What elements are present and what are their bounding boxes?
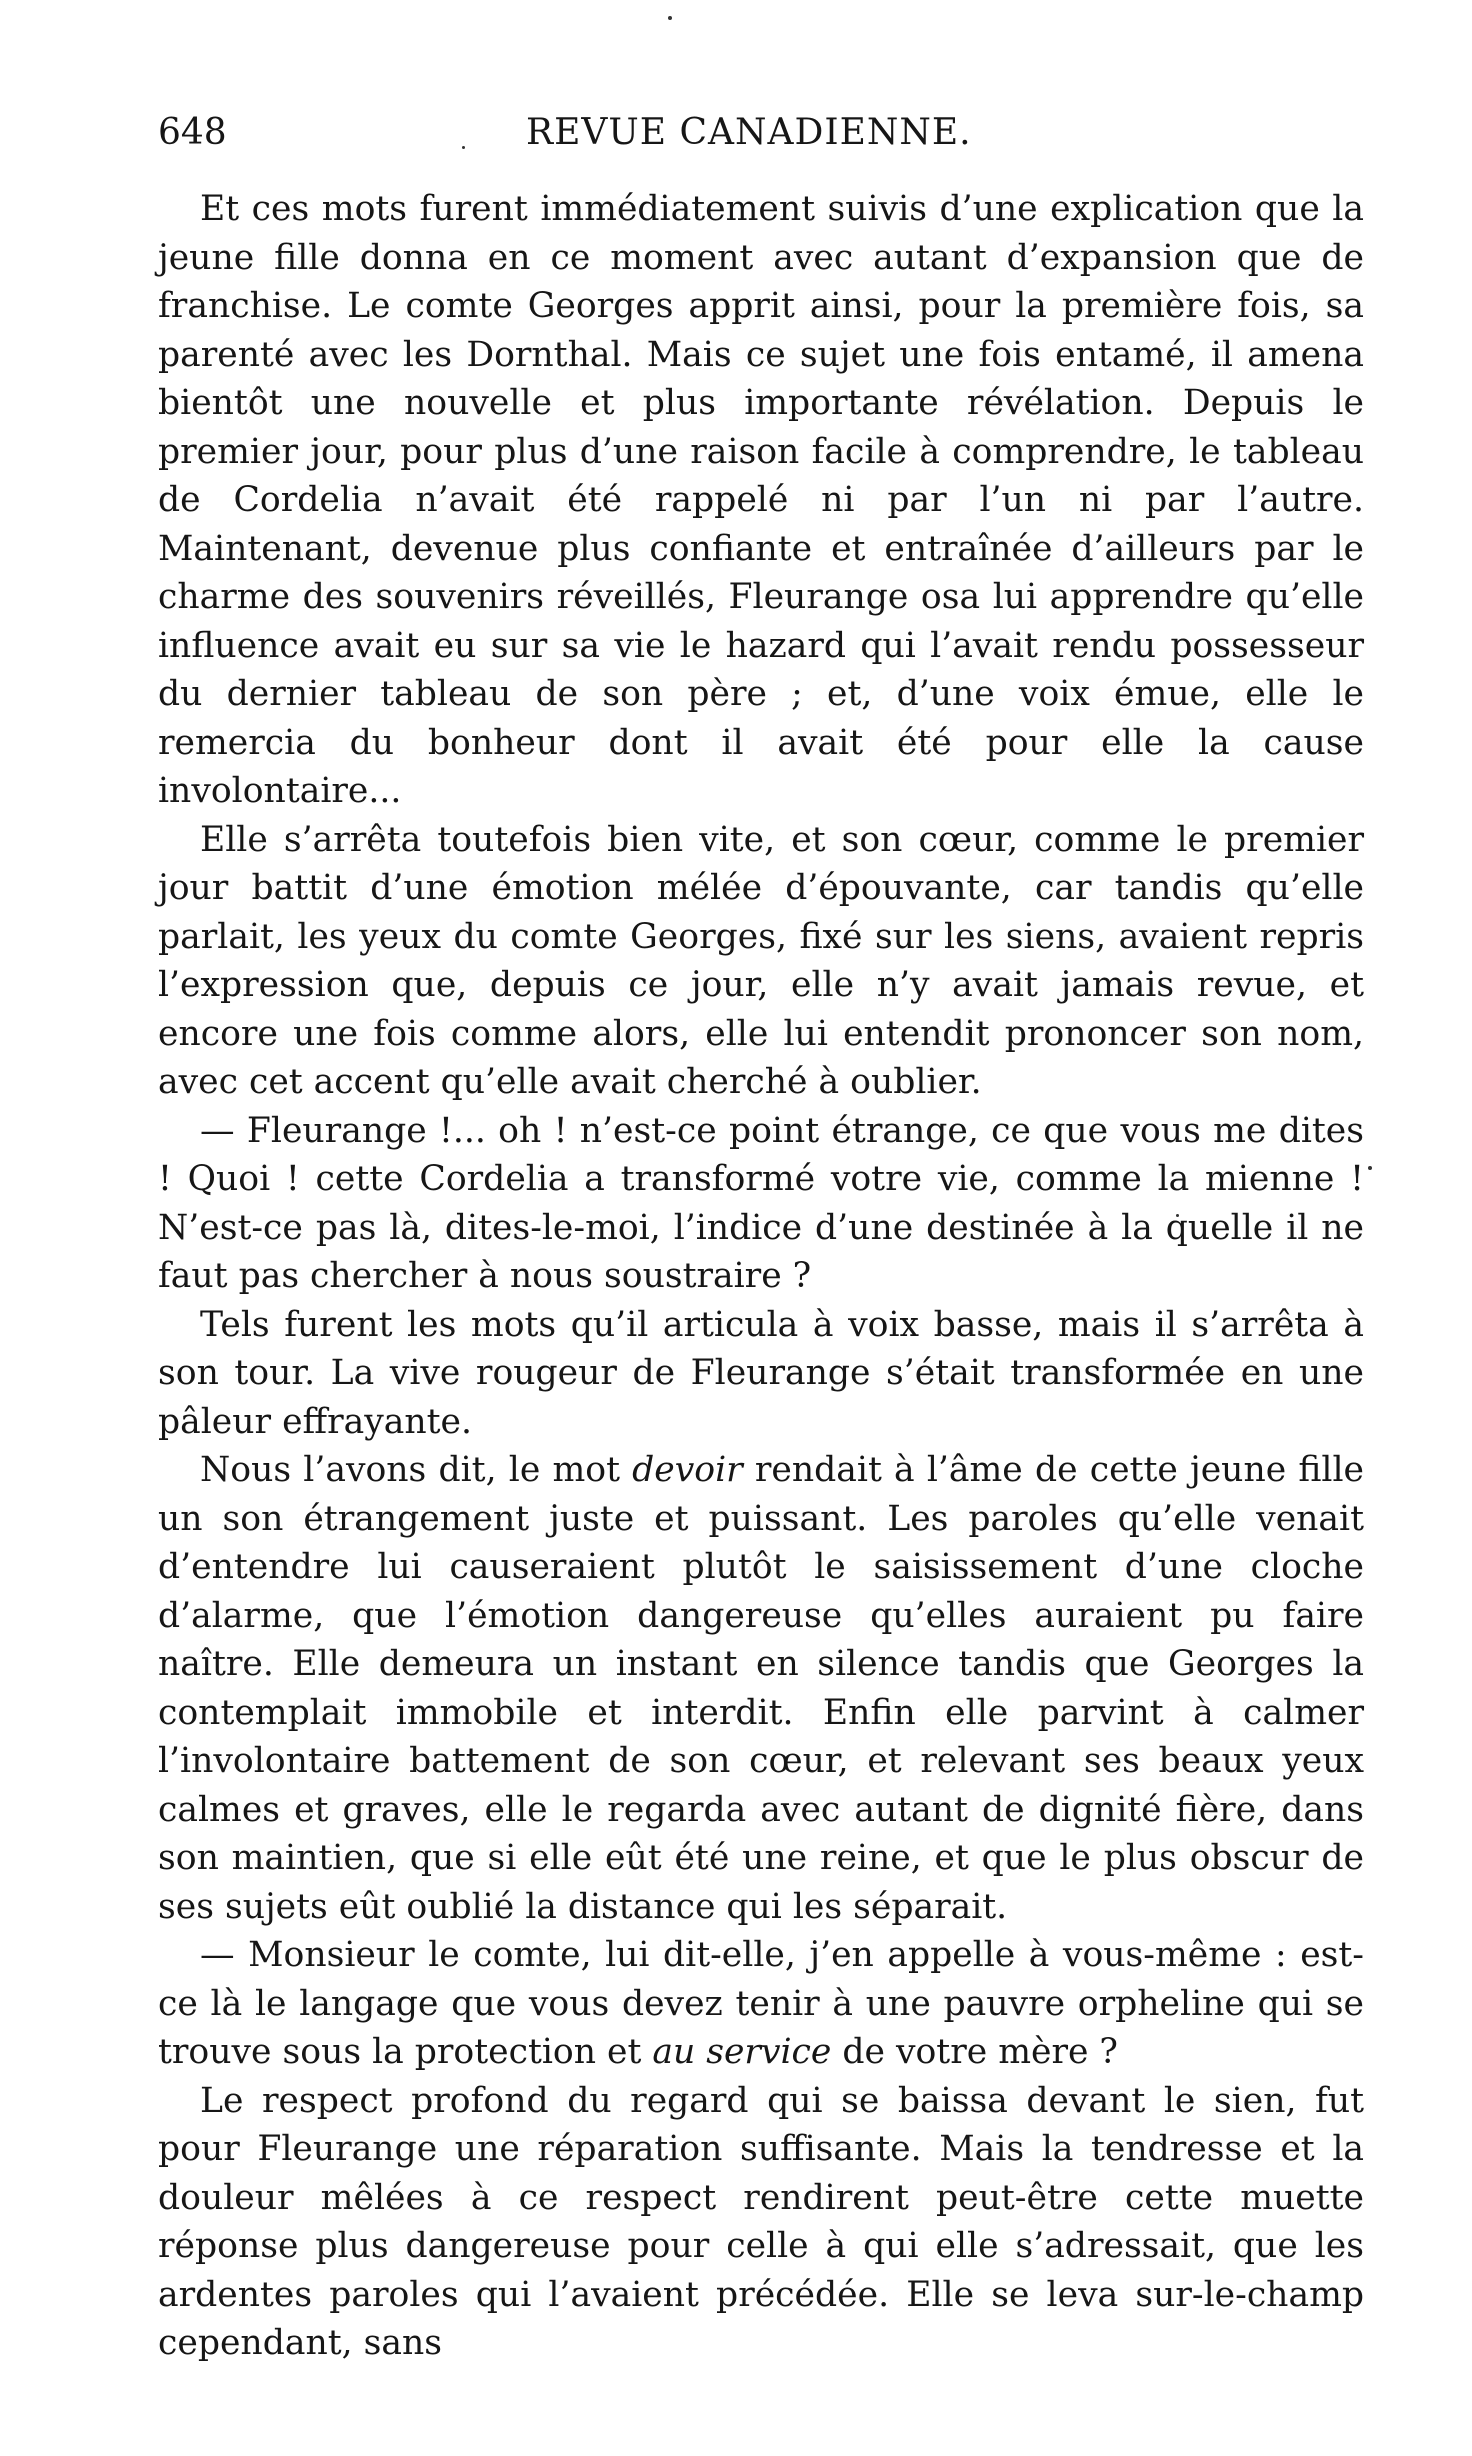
paragraph bbox=[158, 1301, 1364, 1447]
running-header bbox=[158, 108, 1364, 158]
text-run: Tels furent les mots qu’il articula à voix basse, mais il s’arrêta à son tour. La vive rougeur de Fleurange s’était transformée en une pâleur effrayante. bbox=[158, 1304, 1364, 1442]
paragraph bbox=[158, 2077, 1364, 2368]
paragraph bbox=[158, 185, 1364, 816]
scan-speck bbox=[1368, 1166, 1372, 1170]
paragraph bbox=[158, 1446, 1364, 1931]
dialogue-paragraph bbox=[158, 1107, 1364, 1301]
body-text bbox=[158, 185, 1364, 2368]
dialogue-paragraph bbox=[158, 1931, 1364, 2077]
text-run: — Fleurange !... oh ! n’est-ce point étrange, ce que vous me dites ! Quoi ! cette Cordelia a transformé votre vie, comme la mienne ! N’est-ce pas là, dites-le-moi, l’indice d’une destinée à la quelle il ne faut pas chercher à nous soustraire ? bbox=[158, 1110, 1364, 1296]
text-run: Le respect profond du regard qui se baissa devant le sien, fut pour Fleurange une réparation suffisante. Mais la tendresse et la douleur mêlées à ce respect rendirent peut-être cette muette réponse plus dangereuse pour celle à qui elle s’adressait, que les ardentes paroles qui l’avaient précédée. Elle se leva sur-le-champ cependant, sans bbox=[158, 2080, 1364, 2363]
text-run: Elle s’arrêta toutefois bien vite, et son cœur, comme le premier jour battit d’une émotion mélée d’épouvante, car tandis qu’elle parlait, les yeux du comte Georges, fixé sur les siens, avaient repris l’expression que, depuis ce jour, elle n’y avait jamais revue, et encore une fois comme alors, elle lui entendit prononcer son nom, avec cet accent qu’elle avait cherché à oublier. bbox=[158, 819, 1364, 1102]
paragraph bbox=[158, 816, 1364, 1107]
scan-speck bbox=[668, 16, 672, 20]
italic-text: devoir bbox=[632, 1450, 743, 1490]
page-number: 648 bbox=[158, 112, 227, 153]
text-run: Et ces mots furent immédiatement suivis d’une explication que la jeune fille donna en ce moment avec autant d’expansion que de franchise. Le comte Georges apprit ainsi, pour la première fois, sa parenté avec les Dornthal. Mais ce sujet une fois entamé, il amena bientôt une nouvelle et plus importante révélation. Depuis le premier jour, pour plus d’une raison facile à comprendre, le tableau de Cordelia n’avait été rappelé ni par l’un ni par l’autre. Maintenant, devenue plus confiante et entraînée d’ailleurs par le charme des souvenirs réveillés, Fleurange osa lui apprendre qu’elle influence avait eu sur sa vie le hazard qui l’avait rendu possesseur du dernier tableau de son père ; et, d’une voix émue, elle le remercia du bonheur dont il avait été pour elle la cause involontaire... bbox=[158, 189, 1364, 811]
text-run: rendait à l’âme de cette jeune fille un son étrangement juste et puissant. Les paroles qu’elle venait d’entendre lui causeraient plutôt le saisissement d’une cloche d’alarme, que l’émotion dangereuse qu’elles auraient pu faire naître. Elle demeura un instant en silence tandis que Georges la contemplait immobile et interdit. Enfin elle parvint à calmer l’involontaire battement de son cœur, et relevant ses beaux yeux calmes et graves, elle le regarda avec autant de dignité fière, dans son maintien, que si elle eût été une reine, et que le plus obscur de ses sujets eût oublié la distance qui les séparait. bbox=[158, 1450, 1365, 1927]
text-run: — Monsieur le comte, lui dit-elle, j’en appelle à vous-même : est-ce là le langage que vous devez tenir à une pauvre orpheline qui se trouve sous la protection et bbox=[158, 1935, 1364, 2072]
italic-text: au service bbox=[652, 2032, 832, 2072]
running-title: REVUE CANADIENNE. bbox=[526, 112, 972, 153]
text-run: de votre mère ? bbox=[831, 2032, 1118, 2072]
text-run: Nous l’avons dit, le mot bbox=[200, 1450, 633, 1490]
